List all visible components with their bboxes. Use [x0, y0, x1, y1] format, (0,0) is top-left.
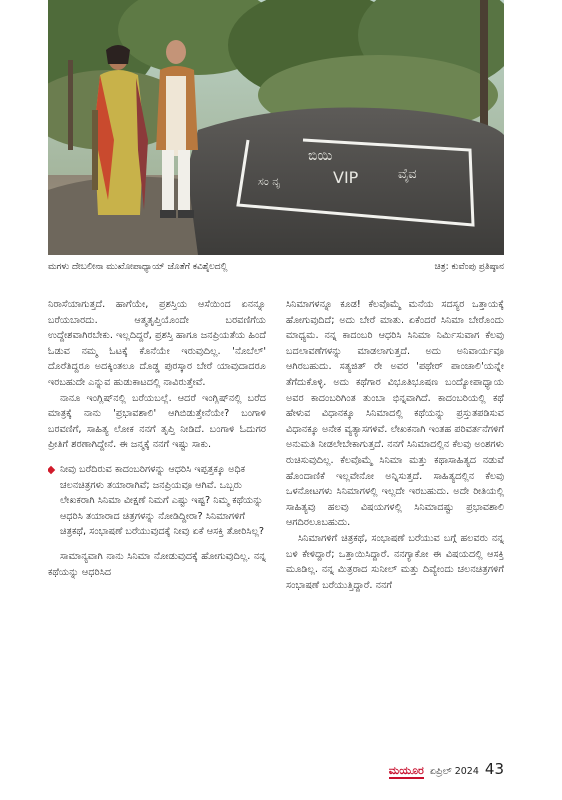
paragraph: ನಿರಾಸೆಯಾಗುತ್ತದೆ. ಹಾಗೆಯೇ, ಪ್ರಶಸ್ತಿಯ ಆಸೆಯಿಂದ ಏನನ್ನೂ ಬರೆಯಬಾರದು. ಆತ್ಮತೃಪ್ತಿಯೊಂದೇ ಬರವಣಿಗೆಯ ಉದ್ದೇಶವಾಗಿರಬೇಕು. ಇಲ್ಲದಿದ್ದರೆ, ಪ್ರಶಸ್ತಿ ಹಾಗೂ ಜನಪ್ರಿಯತೆಯ ಹಿಂದೆ ಓಡುವ ನಮ್ಮ ಓಟಕ್ಕೆ ಕೊನೆಯೇ ಇರುವುದಿಲ್ಲ. 'ನೊಬೆಲ್‌' ದೊರೆತಿದ್ದರೂ ಅದಕ್ಕಿಂತಲೂ ದೊಡ್ಡ ಪುರಸ್ಕಾರ ಬೇರೆ ಯಾವುದಾದರೂ ಇರಬಹುದೇ ಎನ್ನುವ ಹುಡುಕಾಟದಲ್ಲಿ ನಾವಿರುತ್ತೇವೆ.: [48, 299, 266, 388]
article-column-left: [48, 297, 266, 747]
rock-writing-1: ಬಿಯಿ: [308, 148, 333, 164]
rock-writing-4: ವೈವ: [398, 167, 417, 182]
rock-writing-2: ಸಂ ನೃ: [258, 175, 281, 188]
photo-caption-row: [48, 259, 504, 275]
paragraph: ಸಾಮಾನ್ಯವಾಗಿ ನಾನು ಸಿನಿಮಾ ನೋಡುವುದಕ್ಕೆ ಹೋಗುವುದಿಲ್ಲ. ನನ್ನ ಕಥೆಯನ್ನು ಆಧರಿಸಿದ: [48, 550, 266, 578]
photo-caption: ಮಗಳು ದೇಬಲೀನಾ ಮುಖೋಪಾಧ್ಯಾಯ್‌ ಜೊತೆಗೆ ಕವಿಶೈಲದಲ್ಲಿ: [48, 262, 228, 272]
interview-question: [48, 462, 266, 540]
page-footer: [389, 760, 504, 780]
paragraph: ಸಿನಿಮಾಗಳಿಗೆ ಚಿತ್ರಕಥೆ, ಸಂಭಾಷಣೆ ಬರೆಯುವ ಬಗ್ಗೆ ಹಲವರು ನನ್ನ ಬಳಿ ಕೇಳಿದ್ದಾರೆ; ಒತ್ತಾಯಿಸಿದ್ದಾರೆ. ನನಗ್ಯಾಕೋ ಈ ವಿಷಯದಲ್ಲಿ ಆಸಕ್ತಿ ಮೂಡಿಲ್ಲ. ನನ್ನ ಮಿತ್ರರಾದ ಸುನೀಲ್‌ ಮತ್ತು ದಿವ್ಯೇಂದು ಚಲನಚಿತ್ರಗಳಿಗೆ ಸಂಭಾಷಣೆ ಬರೆಯುತ್ತಿದ್ದಾರೆ. ನನಗೆ: [286, 532, 504, 591]
article-column-right: [286, 297, 504, 747]
page-number: 43: [484, 760, 504, 778]
question-text: ನೀವು ಬರೆದಿರುವ ಕಾದಂಬರಿಗಳನ್ನು ಆಧರಿಸಿ ಇಪ್ಪತ್ತಕ್ಕೂ ಅಧಿಕ ಚಲನಚಿತ್ರಗಳು ತಯಾರಾಗಿವೆ; ಜನಪ್ರಿಯವೂ ಆಗಿವೆ. ಒಬ್ಬರು ಲೇಖಕರಾಗಿ ಸಿನಿಮಾ ವೀಕ್ಷಣೆ ನಿಮಗೆ ಎಷ್ಟು ಇಷ್ಟ? ನಿಮ್ಮ ಕಥೆಯನ್ನು ಆಧರಿಸಿ ತಯಾರಾದ ಚಿತ್ರಗಳನ್ನು ನೋಡಿದ್ದೀರಾ? ಸಿನಿಮಾಗಳಿಗೆ ಚಿತ್ರಕಥೆ, ಸಂಭಾಷಣೆ ಬರೆಯುವುದಕ್ಕೆ ನೀವು ಏಕೆ ಆಸಕ್ತಿ ತೋರಿಸಿಲ್ಲ?: [60, 463, 265, 538]
red-diamond-bullet-icon: [48, 466, 55, 474]
photo-credit: ಚಿತ್ರ: ಕುವೆಂಪು ಪ್ರತಿಷ್ಠಾನ: [434, 262, 504, 272]
paragraph: ಸಿನಿಮಾಗಳನ್ನೂ ಕೂಡ! ಕೆಲವೊಮ್ಮೆ ಮನೆಯ ಸದಸ್ಯರ ಒತ್ತಾಯಕ್ಕೆ ಹೋಗುವುದಿದೆ; ಅದು ಬೇರೆ ಮಾತು. ಏಕೆಂದರೆ ಸಿನಿಮಾ ಬೇರೊಂದು ಮಾಧ್ಯಮ. ನನ್ನ ಕಾದಂಬರಿ ಆಧರಿಸಿ ಸಿನಿಮಾ ನಿರ್ಮಿಸುವಾಗ ಕೆಲವು ಬದಲಾವಣೆಗಳನ್ನು ಮಾಡಲಾಗುತ್ತದೆ. ಅದು ಅನಿವಾರ್ಯವೂ ಆಗಿರಬಹುದು. ಸತ್ಯಜಿತ್ ರೇ ಅವರ 'ಪಥೇರ್ ಪಾಂಚಾಲಿ'ಯನ್ನೇ ತೆಗೆದುಕೊಳ್ಳಿ. ಅದು ಕಥೆಗಾರ ವಿಭೂತಿಭೂಷಣ ಬಂದ್ಯೋಪಾಧ್ಯಾಯ ಅವರ ಕಾದಂಬರಿಗಿಂತ ತುಂಬಾ ಭಿನ್ನವಾಗಿದೆ. ಕಾದಂಬರಿಯಲ್ಲಿ ಕಥೆ ಹೇಳುವ ವಿಧಾನಕ್ಕೂ ಸಿನಿಮಾದಲ್ಲಿ ಕಥೆಯನ್ನು ಪ್ರಸ್ತುತಪಡಿಸುವ ವಿಧಾನಕ್ಕೂ ಅನೇಕ ವ್ಯತ್ಯಾಸಗಳಿವೆ. ಲೇಖಕನಾಗಿ ಇಂತಹ ಪರಿವರ್ತನೆಗಳಿಗೆ ಅನುಮತಿ ನೀಡಲೇಬೇಕಾಗುತ್ತದೆ. ನನಗೆ ಸಿನಿಮಾದಲ್ಲಿನ ಕೆಲವು ಅಂಶಗಳು ರುಚಿಸುವುದಿಲ್ಲ. ಕೆಲವೊಮ್ಮೆ ಸಿನಿಮಾ ಮತ್ತು ಕಥಾಸಾಹಿತ್ಯದ ನಡುವೆ ಹೊಂದಾಣಿಕೆ ಇಲ್ಲವೇನೋ ಅನ್ನಿಸುತ್ತದೆ. ಸಾಹಿತ್ಯದಲ್ಲಿನ ಕೆಲವು ಒಳನೋಟಗಳು ಸಿನಿಮಾಗಳಲ್ಲಿ ಇಲ್ಲದೇ ಇರಬಹುದು. ಅದೇ ರೀತಿಯಲ್ಲಿ ಸಾಹಿತ್ಯವು ಹಲವು ವಿಷಯಗಳಲ್ಲಿ ಸಿನಿಮಾದಷ್ಟು ಪ್ರಭಾವಶಾಲಿ ಆಗದಿರಲೂಬಹುದು.: [286, 299, 504, 529]
article-photo: [48, 0, 504, 255]
magazine-logo: ಮಯೂರ: [388, 764, 424, 777]
photo-illustration: [48, 0, 504, 255]
rock-writing-3: VIP: [333, 168, 359, 187]
issue-date: ಏಪ್ರಿಲ್ 2024: [429, 766, 479, 777]
paragraph: ನಾನೂ ಇಂಗ್ಲಿಷ್‌ನಲ್ಲಿ ಬರೆಯಬಲ್ಲೆ. ಆದರೆ ಇಂಗ್ಲಿಷ್‌ನಲ್ಲಿ ಬರೆದ ಮಾತ್ರಕ್ಕೆ ನಾನು 'ಪ್ರಭಾವಶಾಲಿ' ಆಗಿಬಿಡುತ್ತೇನೆಯೇ? ಬಂಗಾಳಿ ಬರವಣಿಗೆ, ಸಾಹಿತ್ಯ ಲೋಕ ನನಗೆ ತೃಪ್ತಿ ನೀಡಿದೆ. ಬಂಗಾಳಿ ಓದುಗರ ಪ್ರೀತಿಗೆ ಶರಣಾಗಿದ್ದೇನೆ. ಈ ಜನ್ಮಕ್ಕೆ ನನಗೆ ಇಷ್ಟು ಸಾಕು.: [48, 392, 266, 451]
